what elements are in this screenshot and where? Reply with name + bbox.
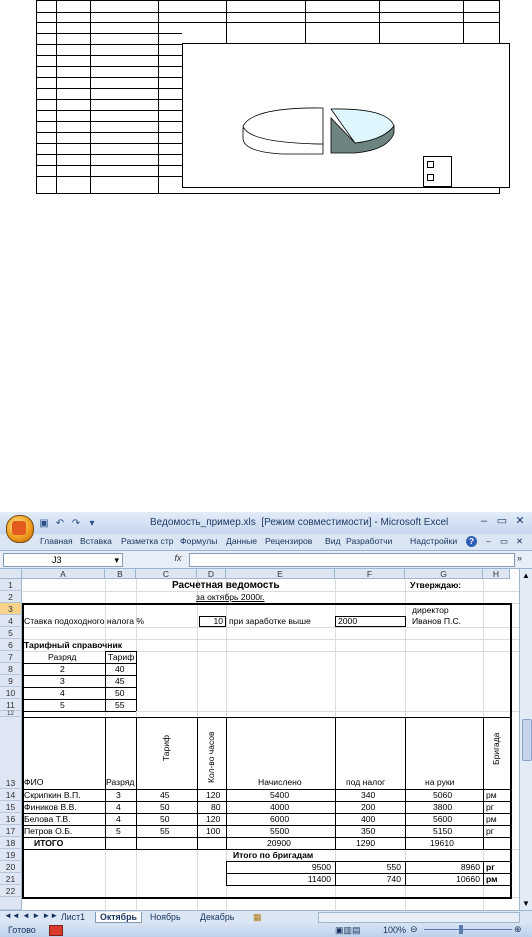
sheet-tab-november[interactable]: Ноябрь <box>150 912 181 922</box>
row-header-17[interactable]: 17 <box>0 825 22 837</box>
sheet-tab-bar <box>0 910 532 923</box>
column-header-h[interactable]: H <box>483 569 510 579</box>
help-icon[interactable]: ? <box>466 536 477 547</box>
row-header-22[interactable]: 22 <box>0 885 22 897</box>
employee-tariff: 55 <box>160 826 170 836</box>
sheet-tab-list1[interactable]: Лист1 <box>61 912 86 922</box>
brigade-accrued: 9500 <box>311 862 331 872</box>
director-name: Иванов П.С. <box>412 616 462 626</box>
view-buttons[interactable]: ▣▥▤ <box>335 925 361 935</box>
header-brigade: Бригада <box>491 732 501 765</box>
ribbon-close-icon[interactable]: ✕ <box>516 536 524 546</box>
zoom-slider-thumb[interactable] <box>459 925 463 934</box>
row-header-11[interactable]: 11 <box>0 699 22 711</box>
column-header-g[interactable]: G <box>405 569 483 579</box>
employee-tax: 340 <box>361 790 376 800</box>
minimize-button[interactable]: – <box>480 515 488 527</box>
ribbon-minimize-icon[interactable]: – <box>486 536 491 546</box>
rate-label: Ставка подоходного налога % <box>24 616 145 626</box>
name-box[interactable]: J3 ▾ <box>3 553 123 567</box>
chart-legend <box>423 156 452 187</box>
header-accrued: Начислено <box>258 777 302 787</box>
employee-hours: 100 <box>206 826 221 836</box>
employee-hours: 80 <box>211 802 221 812</box>
header-hours: Кол-во часов <box>206 731 216 783</box>
row-header-4[interactable]: 4 <box>0 615 22 627</box>
title-bar <box>0 512 532 534</box>
rate-value-cell[interactable]: 10 <box>213 616 223 626</box>
tariff-rank: 4 <box>60 688 65 698</box>
employee-accrued: 6000 <box>270 814 290 824</box>
row-header-12[interactable]: 12 <box>0 711 22 717</box>
formula-bar <box>0 551 532 569</box>
header-fio: ФИО <box>24 777 44 787</box>
quick-access-toolbar <box>38 516 98 530</box>
tariff-value: 50 <box>115 688 125 698</box>
employee-rank: 3 <box>116 790 121 800</box>
tariff-value: 40 <box>115 664 125 674</box>
zoom-out-icon[interactable]: ⊖ <box>410 924 418 934</box>
employee-tax: 400 <box>361 814 376 824</box>
threshold-label: при заработке выше <box>229 616 311 626</box>
row-header-2[interactable]: 2 <box>0 591 22 603</box>
tariff-value: 45 <box>115 676 125 686</box>
select-all-corner[interactable] <box>0 569 22 579</box>
brigade-tax: 550 <box>386 862 401 872</box>
row-header-21[interactable]: 21 <box>0 873 22 885</box>
header-tax: под налог <box>346 777 386 787</box>
employee-fio: Фиников В.В. <box>24 802 77 812</box>
column-header-d[interactable]: D <box>197 569 226 579</box>
employee-net: 5060 <box>433 790 453 800</box>
employee-net: 5150 <box>433 826 453 836</box>
header-rank: Разряд <box>106 777 135 787</box>
row-header-16[interactable]: 16 <box>0 813 22 825</box>
tab-view[interactable]: Вид <box>325 536 341 546</box>
customize-qat-icon[interactable]: ▾ <box>89 517 95 529</box>
approve-label: Утверждаю: <box>410 580 462 590</box>
formula-input[interactable] <box>189 553 515 567</box>
row-header-6[interactable]: 6 <box>0 639 22 651</box>
total-label: ИТОГО <box>34 838 64 848</box>
employee-rank: 5 <box>116 826 121 836</box>
ribbon-tabs <box>0 534 532 551</box>
sheet-nav-icons[interactable]: ◄◄ ◄ ► ►► <box>4 911 59 920</box>
sheet-subtitle: за октябрь 2000г. <box>196 592 265 602</box>
brigade-net: 8960 <box>460 862 480 872</box>
close-button[interactable]: ✕ <box>515 515 525 527</box>
tab-page-layout[interactable]: Разметка стр <box>121 536 174 546</box>
expand-formula-bar-icon[interactable]: » <box>517 553 523 563</box>
tariff-header-tariff: Тариф <box>108 652 135 662</box>
window-title: Ведомость_пример.xls [Режим совместимости] - Microsoft Excel <box>150 517 449 528</box>
redo-icon[interactable]: ↷ <box>71 517 81 529</box>
employee-fio: Белова Т.В. <box>24 814 71 824</box>
row-header-7[interactable]: 7 <box>0 651 22 663</box>
office-logo-icon <box>12 521 26 535</box>
tab-addins[interactable]: Надстройки <box>410 536 458 546</box>
employee-accrued: 4000 <box>270 802 290 812</box>
employee-tax: 350 <box>361 826 376 836</box>
scroll-thumb[interactable] <box>522 719 532 761</box>
employee-hours: 120 <box>206 790 221 800</box>
employee-brigade: рг <box>486 826 494 836</box>
tab-data[interactable]: Данные <box>226 536 258 546</box>
row-header-9[interactable]: 9 <box>0 675 22 687</box>
zoom-in-icon[interactable]: ⊕ <box>514 924 522 934</box>
row-header-23 <box>0 897 22 910</box>
row-header-13[interactable]: 13 <box>0 717 22 789</box>
brigade-code: рг <box>486 862 495 872</box>
legend-marker-2 <box>427 174 434 181</box>
tab-insert[interactable]: Вставка <box>80 536 112 546</box>
name-box-dropdown-icon[interactable]: ▾ <box>114 555 119 565</box>
column-header-c[interactable]: C <box>136 569 197 579</box>
column-header-a[interactable]: A <box>22 569 105 579</box>
brigade-accrued: 11400 <box>307 874 331 884</box>
row-header-19[interactable]: 19 <box>0 849 22 861</box>
director-title: директор <box>412 605 449 615</box>
status-bar <box>0 923 532 937</box>
employee-brigade: рм <box>486 790 497 800</box>
row-header-14[interactable]: 14 <box>0 789 22 801</box>
brigade-tax: 740 <box>386 874 401 884</box>
threshold-value-cell[interactable]: 2000 <box>338 616 358 626</box>
row-header-3[interactable]: 3 <box>0 603 22 615</box>
employee-tax: 200 <box>361 802 376 812</box>
tariff-rank: 3 <box>60 676 65 686</box>
status-ready: Готово <box>8 925 36 935</box>
row-header-20[interactable]: 20 <box>0 861 22 873</box>
macro-record-icon[interactable] <box>49 925 63 936</box>
column-header-f[interactable]: F <box>335 569 405 579</box>
tariff-value: 55 <box>115 700 125 710</box>
ribbon-restore-icon[interactable]: ▭ <box>500 536 509 546</box>
employee-tariff: 45 <box>160 790 170 800</box>
tab-formulas[interactable]: Формулы <box>180 536 218 546</box>
row-header-5[interactable]: 5 <box>0 627 22 639</box>
tariff-rank: 5 <box>60 700 65 710</box>
tab-home[interactable]: Главная <box>40 536 73 546</box>
worksheet-grid[interactable] <box>0 569 519 910</box>
brigade-title: Итого по бригадам <box>233 850 314 860</box>
sheet-tab-october[interactable]: Октябрь <box>95 912 142 923</box>
pie-chart-area[interactable] <box>182 43 510 188</box>
tab-review[interactable]: Рецензиров <box>265 536 313 546</box>
excel-window <box>0 512 532 937</box>
employee-accrued: 5400 <box>270 790 290 800</box>
employee-tariff: 50 <box>160 814 170 824</box>
fx-button[interactable]: fx <box>174 553 182 563</box>
employee-accrued: 5500 <box>270 826 290 836</box>
row-header-10[interactable]: 10 <box>0 687 22 699</box>
employee-net: 3800 <box>433 802 453 812</box>
total-tax: 1290 <box>356 838 376 848</box>
employee-net: 5600 <box>433 814 453 824</box>
employee-hours: 120 <box>206 814 221 824</box>
employee-fio: Петров О.Б. <box>24 826 73 836</box>
horizontal-scrollbar[interactable] <box>318 912 520 923</box>
save-icon[interactable]: ▣ <box>39 517 49 529</box>
column-header-b[interactable]: B <box>105 569 136 579</box>
employee-rank: 4 <box>116 802 121 812</box>
scroll-down-icon[interactable]: ▼ <box>522 899 530 908</box>
row-header-15[interactable]: 15 <box>0 801 22 813</box>
row-header-1[interactable]: 1 <box>0 579 22 591</box>
undo-icon[interactable]: ↶ <box>55 517 65 529</box>
pie-chart <box>183 44 509 187</box>
header-tariff: Тариф <box>161 734 171 761</box>
column-header-e[interactable]: E <box>226 569 335 579</box>
insert-sheet-icon[interactable]: ▦ <box>253 912 262 922</box>
maximize-button[interactable]: ▭ <box>496 515 508 527</box>
brigade-code: рм <box>486 874 498 884</box>
tariff-rank: 2 <box>60 664 65 674</box>
tariff-title: Тарифный справочник <box>24 640 123 650</box>
employee-fio: Скрипкин В.П. <box>24 790 81 800</box>
row-header-8[interactable]: 8 <box>0 663 22 675</box>
total-accrued: 20900 <box>267 838 291 848</box>
tariff-header-rank: Разряд <box>48 652 77 662</box>
employee-tariff: 50 <box>160 802 170 812</box>
brigade-net: 10660 <box>456 874 480 884</box>
zoom-level[interactable]: 100% <box>383 925 407 935</box>
zoom-slider[interactable] <box>424 929 512 930</box>
sheet-title: Расчетная ведомость <box>172 580 280 591</box>
tab-developer[interactable]: Разработчи <box>346 536 393 546</box>
employee-brigade: рг <box>486 802 494 812</box>
sheet-tab-december[interactable]: Декабрь <box>200 912 235 922</box>
office-button[interactable] <box>6 515 34 543</box>
row-header-18[interactable]: 18 <box>0 837 22 849</box>
scroll-up-icon[interactable]: ▲ <box>522 571 530 580</box>
legend-marker-1 <box>427 161 434 168</box>
header-net: на руки <box>425 777 455 787</box>
employee-rank: 4 <box>116 814 121 824</box>
employee-brigade: рм <box>486 814 497 824</box>
vertical-scrollbar[interactable] <box>519 569 532 910</box>
total-net: 19610 <box>430 838 454 848</box>
